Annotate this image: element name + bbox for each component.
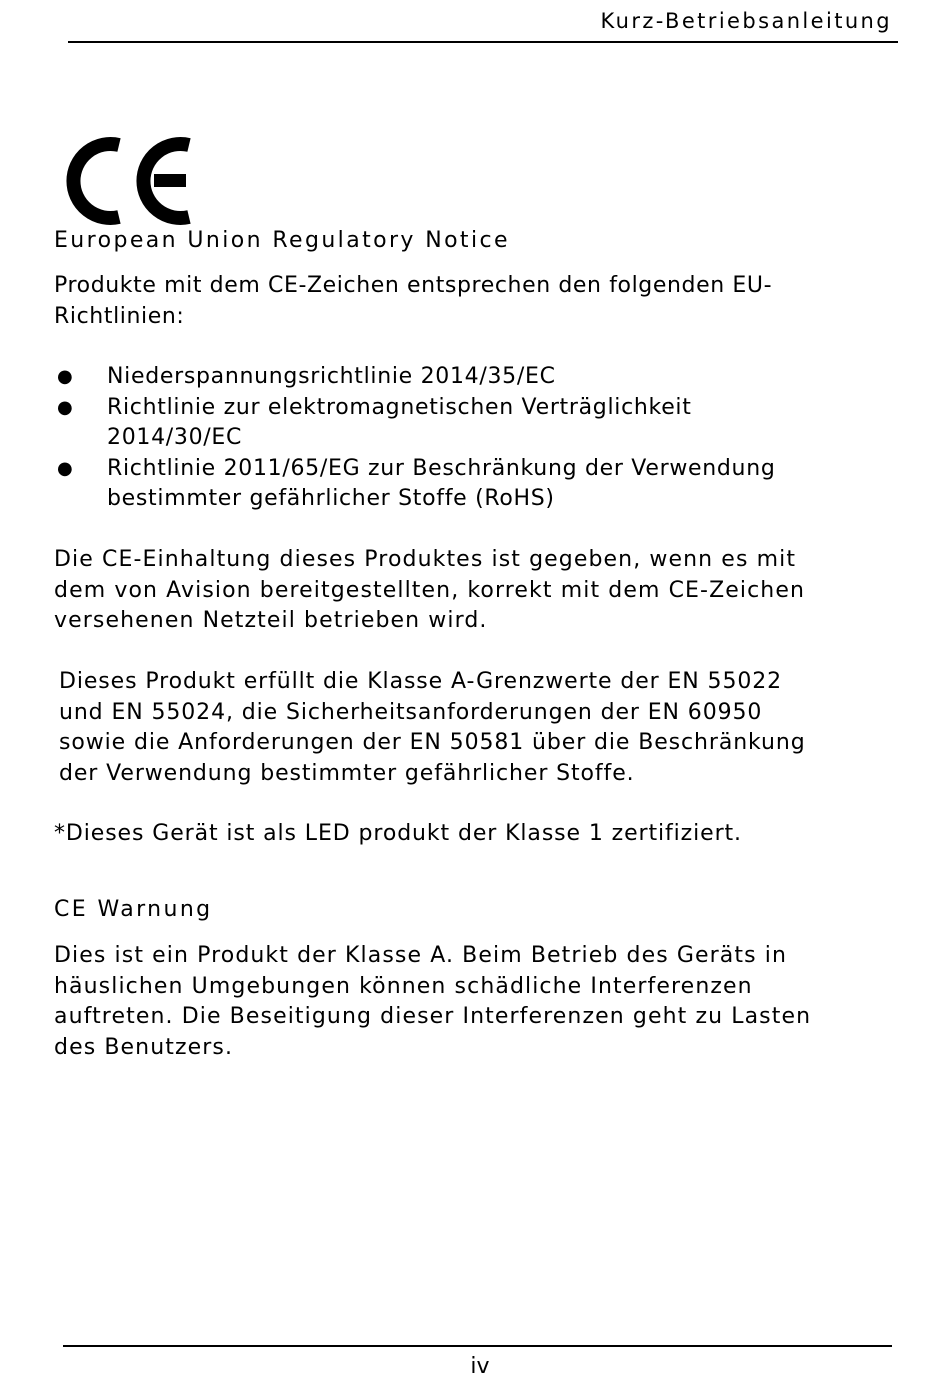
text-line: Produkte mit dem CE-Zeichen entsprechen den folgenden EU-	[54, 273, 773, 298]
text-line: 2014/30/EC	[107, 425, 243, 450]
text-line: Die CE-Einhaltung dieses Produktes ist gegeben, wenn es mit	[54, 547, 797, 572]
bullet-icon: ●	[57, 366, 74, 387]
text-line: Richtlinie 2011/65/EG zur Beschränkung der Verwendung	[107, 455, 776, 481]
text-line: Dies ist ein Produkt der Klasse A. Beim Betrieb des Geräts in	[54, 943, 788, 968]
ce-warning-heading: CE Warnung	[54, 897, 213, 922]
header-rule	[68, 41, 898, 43]
text-line: der Verwendung bestimmter gefährlicher Stoffe.	[59, 760, 635, 786]
text-line: Richtlinie zur elektromagnetischen Verträglichkeit	[107, 394, 692, 420]
bullet-icon: ●	[57, 457, 74, 479]
standards-paragraph	[59, 667, 879, 789]
text-line: auftreten. Die Beseitigung dieser Interferenzen geht zu Lasten	[54, 1004, 812, 1029]
text-line: versehenen Netzteil betrieben wird.	[54, 608, 488, 633]
text-line: sowie die Anforderungen der EN 50581 über die Beschränkung	[59, 730, 806, 755]
text-line: Niederspannungsrichtlinie 2014/35/EC	[107, 364, 556, 389]
running-header-title: Kurz-Betriebsanleitung	[600, 9, 892, 33]
ce-warning-paragraph	[54, 941, 874, 1063]
eu-notice-heading: European Union Regulatory Notice	[54, 228, 510, 253]
directive-list	[54, 362, 874, 515]
eu-intro-paragraph	[54, 271, 874, 332]
page-number: iv	[470, 1354, 490, 1379]
list-item	[54, 454, 874, 515]
text-line: bestimmter gefährlicher Stoffe (RoHS)	[107, 486, 555, 511]
text-line: häuslichen Umgebungen können schädliche Interferenzen	[54, 973, 753, 999]
footer-rule	[63, 1345, 892, 1347]
bullet-icon: ●	[57, 396, 74, 418]
text-line: und EN 55024, die Sicherheitsanforderungen der EN 60950	[59, 699, 763, 725]
ce-compliance-paragraph	[54, 545, 874, 637]
ce-mark-logo	[64, 133, 196, 229]
list-item	[54, 393, 874, 454]
list-item	[54, 362, 874, 393]
led-class-note: *Dieses Gerät ist als LED produkt der Klasse 1 zertifiziert.	[54, 821, 742, 846]
text-line: des Benutzers.	[54, 1034, 234, 1060]
text-line: Dieses Produkt erfüllt die Klasse A-Grenzwerte der EN 55022	[59, 669, 783, 694]
text-line: dem von Avision bereitgestellten, korrekt mit dem CE-Zeichen	[54, 577, 806, 603]
text-line: Richtlinien:	[54, 303, 185, 329]
